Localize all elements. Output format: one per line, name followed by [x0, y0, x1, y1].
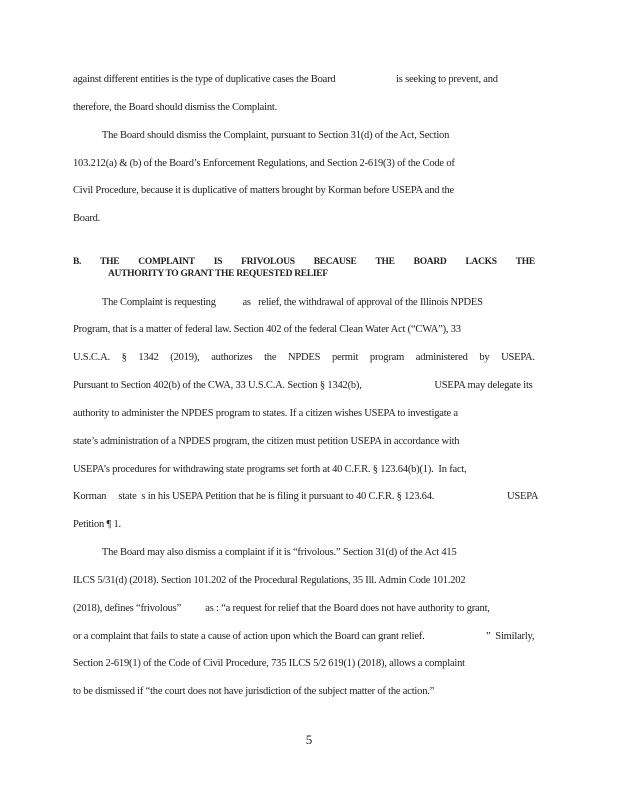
heading-word: B.: [73, 257, 82, 267]
text-line: therefore, the Board should dismiss the Complaint.: [73, 102, 278, 113]
heading-word: THE: [100, 257, 120, 267]
word: (2019),: [170, 352, 200, 363]
heading-word: COMPLAINT: [138, 257, 195, 267]
heading-word: BECAUSE: [313, 257, 357, 267]
heading-word: IS: [213, 257, 223, 267]
word: USEPA.: [501, 352, 535, 363]
text-line: ILCS 5/31(d) (2018). Section 101.202 of the Procedural Regulations, 35 Ill. Admin Code 101.202: [73, 575, 466, 586]
text-line: Petition ¶ 1.: [73, 519, 121, 530]
text-line: Section 2-619(1) of the Code of Civil Procedure, 735 ILCS 5/2 619(1) (2018), allows a complaint: [73, 658, 465, 669]
word: the: [264, 352, 277, 363]
text-line: The Board should dismiss the Complaint, pursuant to Section 31(d) of the Act, Section: [73, 130, 450, 141]
text-line: The Board may also dismiss a complaint if it is “frivolous.” Section 31(d) of the Act 415: [73, 547, 457, 558]
text-fragment: USEPA: [507, 491, 539, 502]
word: permit: [331, 352, 359, 363]
text-line: state’s administration of a NPDES program, the citizen must petition USEPA in accordance with: [73, 436, 460, 447]
word: by: [479, 352, 490, 363]
heading-word: BOARD: [413, 257, 447, 267]
heading-word: THE: [375, 257, 395, 267]
text-line: 103.212(a) & (b) of the Board’s Enforcement Regulations, and Section 2-619(3) of the Code of: [73, 158, 455, 169]
word: administered: [415, 352, 468, 363]
text-line: Board.: [73, 213, 101, 224]
text-line: to be dismissed if “the court does not have jurisdiction of the subject matter of the action.”: [73, 686, 435, 697]
heading-word: FRIVOLOUS: [241, 257, 295, 267]
text-line: or a complaint that fails to state a cause of action upon which the Board can grant relief.: [73, 631, 425, 642]
text-line: (2018), defines “frivolous” as : “a request for relief that the Board does not have authority to grant,: [73, 603, 490, 614]
heading-word: THE: [515, 257, 535, 267]
text-line: USEPA’s procedures for withdrawing state programs set forth at 40 C.F.R. § 123.64(b)(1). In fact,: [73, 464, 467, 475]
section-heading: [73, 256, 535, 268]
word: U.S.C.A.: [73, 352, 110, 363]
word: 1342: [138, 352, 159, 363]
text-line: Civil Procedure, because it is duplicative of matters brought by Korman before USEPA and the: [73, 185, 455, 196]
word: NPDES: [288, 352, 321, 363]
heading-word: LACKS: [465, 257, 497, 267]
text-line: The Complaint is requesting as relief, the withdrawal of approval of the Illinois NPDES: [73, 297, 483, 308]
page-number: 5: [305, 732, 313, 747]
word: program: [369, 352, 405, 363]
text-line: Program, that is a matter of federal law. Section 402 of the federal Clean Water Act (“CWA”), 33: [73, 324, 461, 335]
word: authorizes: [211, 352, 253, 363]
text-line: against different entities is the type of duplicative cases the Board is seeking to prevent, and: [73, 74, 498, 85]
word: §: [121, 352, 127, 363]
text-line: Pursuant to Section 402(b) of the CWA, 33 U.S.C.A. Section § 1342(b), USEPA may delegate its: [73, 380, 533, 391]
text-fragment: ” Similarly,: [486, 631, 535, 642]
text-line: Korman state s in his USEPA Petition that he is filing it pursuant to 40 C.F.R. § 123.64.: [73, 491, 435, 502]
section-heading-continued: AUTHORITY TO GRANT THE REQUESTED RELIEF: [108, 269, 328, 279]
text-line: authority to administer the NPDES program to states. If a citizen wishes USEPA to investigate a: [73, 408, 458, 419]
justified-text-line: [73, 351, 535, 365]
